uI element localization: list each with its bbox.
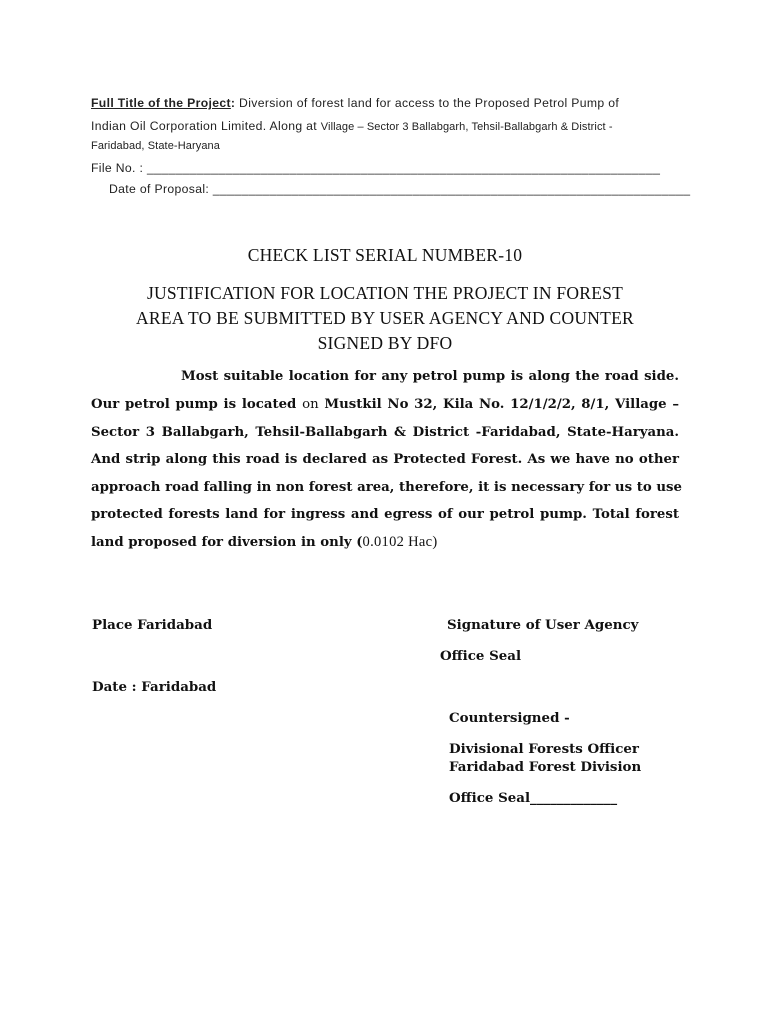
forest-area-value: 0.0102 Hac) [362,534,438,550]
checklist-heading: CHECK LIST SERIAL NUMBER-10 [247,245,523,265]
dfo-title-line-2: Faridabad Forest Division [449,759,642,775]
project-title-line-1 [91,96,619,110]
project-title-line-2 [91,119,613,133]
place-label: Place Faridabad [92,617,213,633]
dfo-title-line-1: Divisional Forests Officer [449,741,639,757]
date-of-proposal-field: Date of Proposal: ___________________________________________________________________ [109,182,691,196]
body-line-2: Our petrol pump is located on Mustkil No 32, Kila No. 12/1/2/2, 8/1, Village – [91,397,679,412]
project-title-text-1: Diversion of forest land for access to the Proposed Petrol Pump of [235,96,620,110]
signature-user-agency-label: Signature of User Agency [447,617,639,633]
body-line-5: approach road falling in non forest area, therefore, it is necessary for us to use [91,480,682,495]
body-line-6: protected forests land for ingress and egress of our petrol pump. Total forest [91,507,679,522]
justification-heading-line-1: JUSTIFICATION FOR LOCATION THE PROJECT IN FOREST [146,283,624,303]
body-line-4: And strip along this road is declared as Protected Forest. As we have no other [91,452,679,467]
date-label: Date : Faridabad [92,679,217,695]
body-line-7: land proposed for diversion in only (0.0102 Hac) [91,534,438,550]
office-seal-label-1: Office Seal [440,648,522,664]
office-seal-label-2: Office Seal_____________ [449,790,618,806]
body-line-1: Most suitable location for any petrol pump is along the road side. [181,369,679,384]
justification-heading-line-2: AREA TO BE SUBMITTED BY USER AGENCY AND COUNTER [136,308,634,328]
project-title-text-2a: Indian Oil Corporation Limited. Along at [91,119,321,133]
file-number-field: File No. : ________________________________________________________________________ [91,161,661,175]
project-title-line-3: Faridabad, State-Haryana [91,140,220,152]
project-title-text-2b: Village – Sector 3 Ballabgarh, Tehsil-Ballabgarh & District - [320,121,613,133]
body-line-3: Sector 3 Ballabgarh, Tehsil-Ballabgarh & District -Faridabad, State-Haryana. [91,425,679,440]
countersigned-label: Countersigned - [449,710,570,726]
justification-heading-line-3: SIGNED BY DFO [317,333,453,353]
project-title-colon: : [230,96,236,110]
project-title-label: Full Title of the Project [91,96,231,110]
